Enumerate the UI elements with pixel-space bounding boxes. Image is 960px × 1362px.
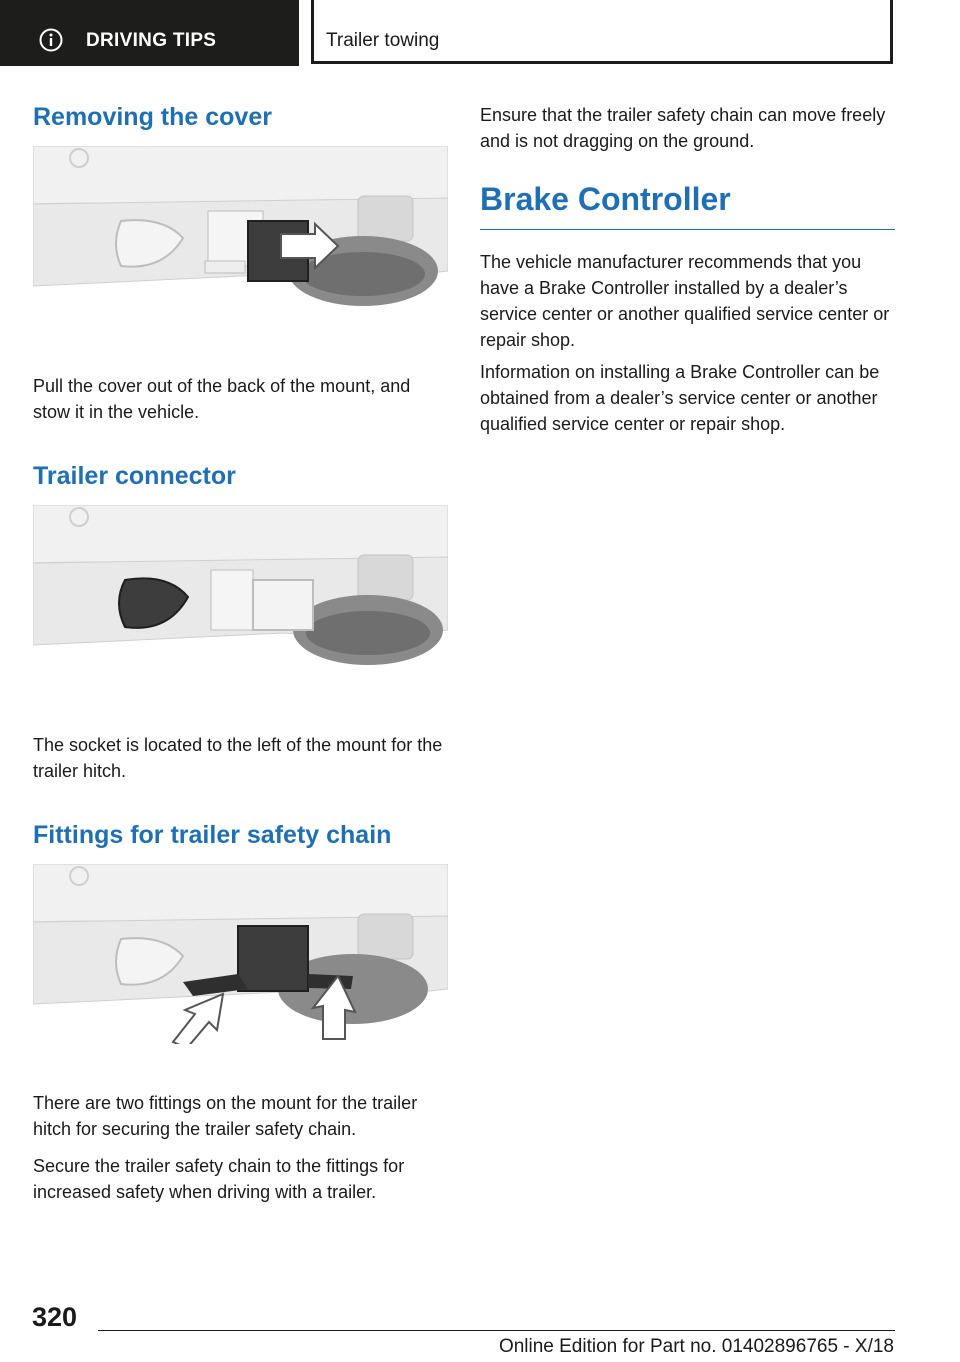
text-brake-controller-2: Information on installing a Brake Controller can be obtained from a dealer’s service center or another qualified service center or repair shop. [480,362,880,434]
heading-safety-chain-fittings: Fittings for trailer safety chain [33,821,392,849]
text-safety-chain-intro: Ensure that the trailer safety chain can move freely and is not dragging on the ground. [480,105,886,151]
text-safety-chain-fittings-2: Secure the trailer safety chain to the fittings for increased safety when driving with a trailer. [33,1156,405,1202]
heading-removing-cover: Removing the cover [33,103,272,131]
footer-divider [98,1330,895,1331]
left-column [33,100,448,1205]
text-removing-cover: Pull the cover out of the back of the mount, and stow it in the vehicle. [33,376,411,422]
text-trailer-connector: The socket is located to the left of the mount for the trailer hitch. [33,735,443,781]
heading-trailer-connector: Trailer connector [33,462,236,490]
removing-cover-illustration [33,146,448,326]
chapter-title: Trailer towing [326,30,440,51]
text-brake-controller-1: The vehicle manufacturer recommends that you have a Brake Controller installed by a dealer’s service center or another qualified service center or repair shop. [480,252,890,350]
text-safety-chain-fittings-1: There are two fittings on the mount for the trailer hitch for securing the trailer safety chain. [33,1093,418,1139]
section-title: DRIVING TIPS [86,30,217,51]
page-header [0,0,960,66]
trailer-connector-illustration [33,505,448,685]
heading-brake-controller: Brake Controller [480,179,895,230]
right-column [480,102,895,437]
safety-chain-fittings-illustration [33,864,448,1044]
edition-note: Online Edition for Part no. 01402896765 - X/18 [498,1336,894,1357]
info-icon [39,28,63,52]
page-number: 320 [32,1302,78,1332]
section-tab [0,0,299,66]
